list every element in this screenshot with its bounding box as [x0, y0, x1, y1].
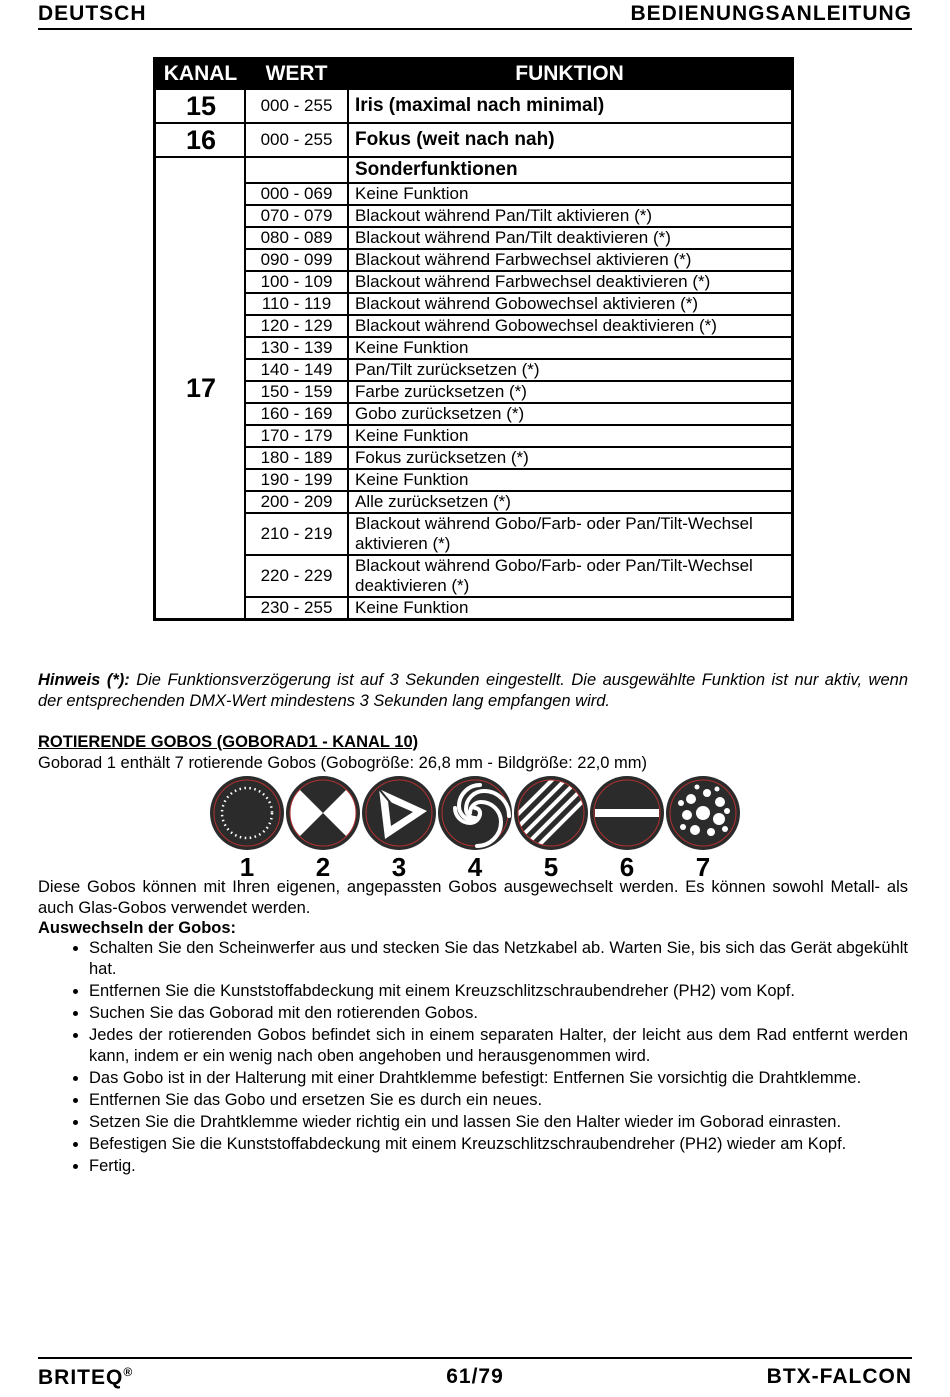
table-row	[155, 425, 793, 447]
funktion-cell: Blackout während Gobo/Farb- oder Pan/Tilt-Wechsel aktivieren (*)	[348, 513, 793, 555]
page-header	[38, 2, 912, 30]
funktion-cell: Farbe zurücksetzen (*)	[348, 381, 793, 403]
list-item: • Das Gobo ist in der Halterung mit einer Drahtklemme befestigt: Entfernen Sie vorsichtig die Drahtklemme.	[89, 1068, 908, 1089]
wert-cell: 180 - 189	[245, 447, 348, 469]
gobo-icons	[207, 775, 747, 855]
table-row	[155, 491, 793, 513]
funktion-cell: Keine Funktion	[348, 597, 793, 620]
table-row	[155, 271, 793, 293]
funktion-cell: Blackout während Gobo/Farb- oder Pan/Tilt-Wechsel deaktivieren (*)	[348, 555, 793, 597]
wert-cell: 100 - 109	[245, 271, 348, 293]
table-header-row	[155, 59, 793, 90]
section-title-cell: Sonderfunktionen	[348, 157, 793, 183]
funktion-cell: Keine Funktion	[348, 337, 793, 359]
table-row	[155, 359, 793, 381]
kanal-cell: 16	[155, 123, 246, 157]
funktion-cell: Keine Funktion	[348, 183, 793, 205]
table-row-ch17-title	[155, 157, 793, 183]
funktion-cell: Blackout während Pan/Tilt aktivieren (*)	[348, 205, 793, 227]
header-language: DEUTSCH	[38, 2, 147, 25]
table-row	[155, 381, 793, 403]
funktion-cell: Keine Funktion	[348, 469, 793, 491]
list-item: • Suchen Sie das Goborad mit den rotierenden Gobos.	[89, 1003, 908, 1024]
footer-model: BTX-FALCON	[766, 1365, 912, 1388]
list-item: • Entfernen Sie das Gobo und ersetzen Sie es durch ein neues.	[89, 1090, 908, 1111]
funktion-cell: Blackout während Gobowechsel aktivieren (*)	[348, 293, 793, 315]
gobo-number: 5	[543, 852, 559, 882]
wert-cell: 230 - 255	[245, 597, 348, 620]
table-row	[155, 315, 793, 337]
wert-cell	[245, 157, 348, 183]
kanal-cell: 17	[155, 157, 246, 620]
wert-cell: 200 - 209	[245, 491, 348, 513]
list-item: • Jedes der rotierenden Gobos befindet sich in einem separaten Halter, der leicht aus dem Rad entfernt werden kann, indem er ein wenig nach oben angehoben und herausgenommen wird.	[89, 1025, 908, 1067]
wert-cell: 000 - 255	[245, 123, 348, 157]
list-item: • Fertig.	[89, 1156, 908, 1177]
function-delay-note	[38, 670, 908, 712]
body-paragraph: Diese Gobos können mit Ihren eigenen, angepassten Gobos ausgewechselt werden. Es können sowohl Metall- als auch Glas-Gobos verwendet werden.	[38, 878, 908, 917]
table-row	[155, 447, 793, 469]
wert-cell: 220 - 229	[245, 555, 348, 597]
brand-name: BRITEQ	[38, 1366, 124, 1389]
table-row-ch16	[155, 123, 793, 157]
table-row	[155, 403, 793, 425]
list-item: • Befestigen Sie die Kunststoffabdeckung mit einem Kreuzschlitzschraubendreher (PH2) wieder am Kopf.	[89, 1134, 908, 1155]
gobo-number: 6	[619, 852, 635, 882]
col-header-kanal: KANAL	[155, 59, 246, 90]
table-row	[155, 293, 793, 315]
wert-cell: 130 - 139	[245, 337, 348, 359]
col-header-wert: WERT	[245, 59, 348, 90]
dots-gobo-icon	[666, 776, 740, 850]
funktion-cell: Iris (maximal nach minimal)	[348, 89, 793, 123]
table-row	[155, 597, 793, 620]
kanal-cell: 15	[155, 89, 246, 123]
table-row	[155, 205, 793, 227]
wert-cell: 150 - 159	[245, 381, 348, 403]
gobo-number: 1	[239, 852, 255, 882]
funktion-cell: Fokus zurücksetzen (*)	[348, 447, 793, 469]
replacement-steps-list	[38, 938, 908, 1178]
dmx-channel-table	[153, 57, 794, 621]
funktion-cell: Blackout während Farbwechsel aktivieren (*)	[348, 249, 793, 271]
funktion-cell: Alle zurücksetzen (*)	[348, 491, 793, 513]
steps-heading: Auswechseln der Gobos:	[38, 919, 237, 937]
triangle-gobo-icon	[362, 776, 436, 850]
bar-gobo-icon	[590, 776, 664, 850]
wert-cell: 090 - 099	[245, 249, 348, 271]
wert-cell: 080 - 089	[245, 227, 348, 249]
funktion-cell: Blackout während Farbwechsel deaktivieren (*)	[348, 271, 793, 293]
table-row	[155, 469, 793, 491]
dot-ring-gobo-icon	[210, 776, 284, 850]
wert-cell: 170 - 179	[245, 425, 348, 447]
wert-cell: 210 - 219	[245, 513, 348, 555]
list-item: • Schalten Sie den Scheinwerfer aus und stecken Sie das Netzkabel ab. Warten Sie, bis sich das Gerät abgekühlt hat.	[89, 938, 908, 980]
gobo-number: 4	[467, 852, 483, 882]
table-row	[155, 183, 793, 205]
wert-cell: 000 - 069	[245, 183, 348, 205]
wert-cell: 190 - 199	[245, 469, 348, 491]
table-row	[155, 227, 793, 249]
wert-cell: 110 - 119	[245, 293, 348, 315]
col-header-funktion: FUNKTION	[348, 59, 793, 90]
table-row	[155, 337, 793, 359]
hourglass-gobo-icon	[286, 776, 360, 850]
gobo-number: 2	[315, 852, 331, 882]
section-subtitle: Goborad 1 enthält 7 rotierende Gobos (Gobogröße: 26,8 mm - Bildgröße: 22,0 mm)	[38, 754, 647, 772]
page-footer	[38, 1357, 912, 1391]
gobo-number: 7	[695, 852, 711, 882]
funktion-cell: Keine Funktion	[348, 425, 793, 447]
table-row	[155, 249, 793, 271]
wert-cell: 070 - 079	[245, 205, 348, 227]
wert-cell: 160 - 169	[245, 403, 348, 425]
wert-cell: 140 - 149	[245, 359, 348, 381]
note-label: Hinweis (*):	[38, 671, 130, 689]
wert-cell: 000 - 255	[245, 89, 348, 123]
stripes-gobo-icon	[507, 775, 589, 855]
section-heading: ROTIERENDE GOBOS (GOBORAD1 - KANAL 10)	[38, 733, 419, 751]
wert-cell: 120 - 129	[245, 315, 348, 337]
funktion-cell: Fokus (weit nach nah)	[348, 123, 793, 157]
table-row	[155, 513, 793, 555]
funktion-cell: Blackout während Gobowechsel deaktivieren (*)	[348, 315, 793, 337]
table-row-ch15	[155, 89, 793, 123]
spiral-gobo-icon	[438, 776, 512, 850]
list-item: • Setzen Sie die Drahtklemme wieder richtig ein und lassen Sie den Halter wieder im Goborad einrasten.	[89, 1112, 908, 1133]
registered-mark: ®	[123, 1365, 134, 1379]
list-item: • Entfernen Sie die Kunststoffabdeckung mit einem Kreuzschlitzschraubendreher (PH2) vom Kopf.	[89, 981, 908, 1002]
funktion-cell: Gobo zurücksetzen (*)	[348, 403, 793, 425]
table-row	[155, 555, 793, 597]
funktion-cell: Pan/Tilt zurücksetzen (*)	[348, 359, 793, 381]
page-number: 61/79	[446, 1365, 504, 1388]
funktion-cell: Blackout während Pan/Tilt deaktivieren (*)	[348, 227, 793, 249]
gobo-number: 3	[391, 852, 407, 882]
header-title: BEDIENUNGSANLEITUNG	[630, 2, 912, 25]
note-text: Die Funktionsverzögerung ist auf 3 Sekunden eingestellt. Die ausgewählte Funktion ist nur aktiv, wenn der entsprechenden DMX-Wert mindestens 3 Sekunden lang empfangen wird.	[38, 671, 908, 710]
